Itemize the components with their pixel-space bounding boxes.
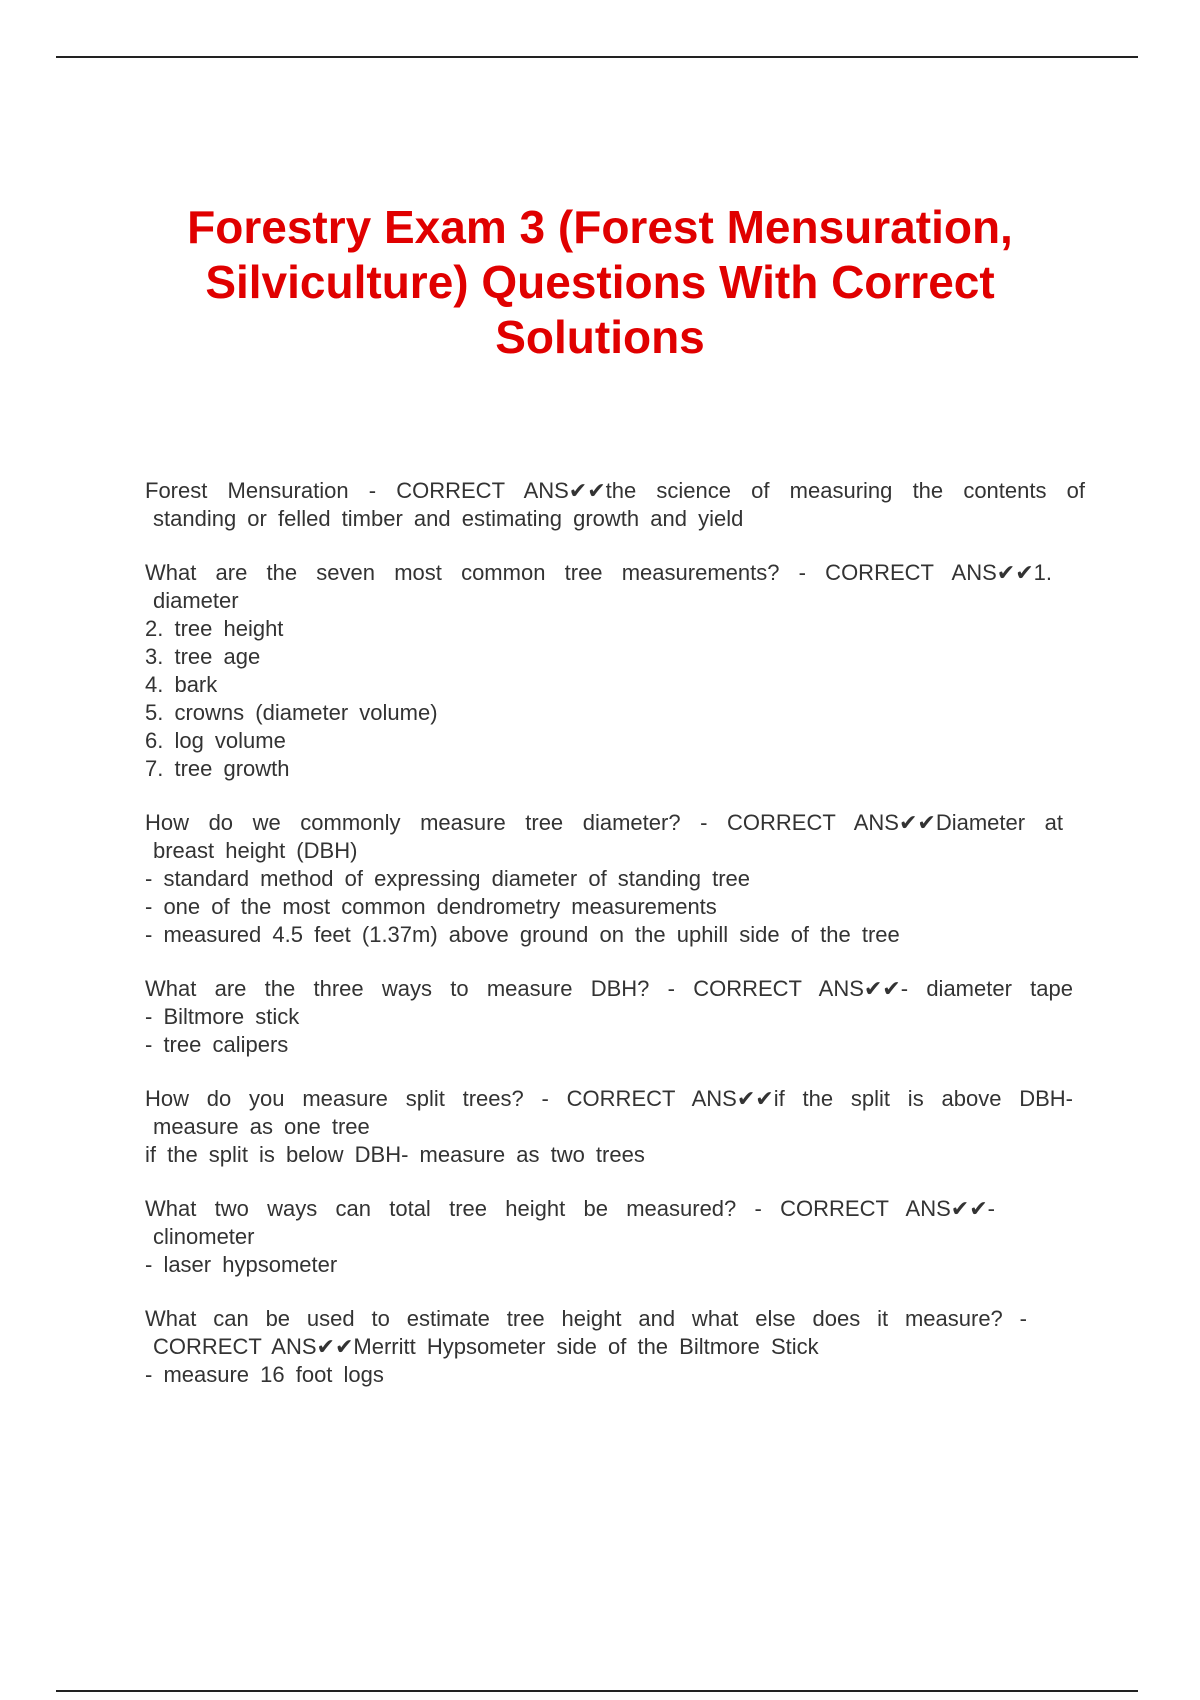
answer-line: clinometer [153,1224,255,1249]
answer-line: 4. bark [145,672,218,697]
question-line: What two ways can total tree height be measured? - CORRECT ANS✔✔- [145,1196,995,1221]
question-line: How do you measure split trees? - CORRECT ANS✔✔if the split is above DBH- [145,1086,1073,1111]
answer-line: 5. crowns (diameter volume) [145,700,438,725]
answer-line: - laser hypsometer [145,1252,338,1277]
qa-item [145,975,1085,1059]
question-line: Forest Mensuration - CORRECT ANS✔✔the science of measuring the contents of [145,478,1085,503]
header-rule [56,56,1138,58]
answer-line: breast height (DBH) [153,838,358,863]
answer-line: 7. tree growth [145,756,290,781]
qa-item [145,1085,1085,1169]
title-line: Forestry Exam 3 (Forest Mensuration, [187,201,1013,253]
title-line: Solutions [495,311,705,363]
answer-line: - measure 16 foot logs [145,1362,384,1387]
answer-line: - Biltmore stick [145,1004,300,1029]
question-line: What are the three ways to measure DBH? - CORRECT ANS✔✔- diameter tape [145,976,1073,1001]
answer-line: - tree calipers [145,1032,289,1057]
answer-line: if the split is below DBH- measure as two trees [145,1142,645,1167]
qa-item [145,1195,1085,1279]
answer-line: 2. tree height [145,616,284,641]
answer-line: CORRECT ANS✔✔Merritt Hypsometer side of the Biltmore Stick [153,1334,819,1359]
qa-item [145,559,1085,783]
question-line: What are the seven most common tree measurements? - CORRECT ANS✔✔1. [145,560,1052,585]
answer-line: - measured 4.5 feet (1.37m) above ground on the uphill side of the tree [145,922,900,947]
question-line: What can be used to estimate tree height and what else does it measure? - [145,1306,1027,1331]
footer-rule [56,1690,1138,1692]
answer-line: diameter [153,588,239,613]
qa-item [145,477,1085,533]
question-line: How do we commonly measure tree diameter? - CORRECT ANS✔✔Diameter at [145,810,1063,835]
answer-line: - one of the most common dendrometry measurements [145,894,717,919]
answer-line: measure as one tree [153,1114,370,1139]
title-line: Silviculture) Questions With Correct [205,256,995,308]
answer-line: 6. log volume [145,728,286,753]
qa-body [145,477,1085,1415]
answer-line: - standard method of expressing diameter of standing tree [145,866,750,891]
answer-line: 3. tree age [145,644,261,669]
qa-item [145,809,1085,949]
qa-item [145,1305,1085,1389]
document-title [100,200,1100,365]
answer-line: standing or felled timber and estimating growth and yield [153,506,744,531]
